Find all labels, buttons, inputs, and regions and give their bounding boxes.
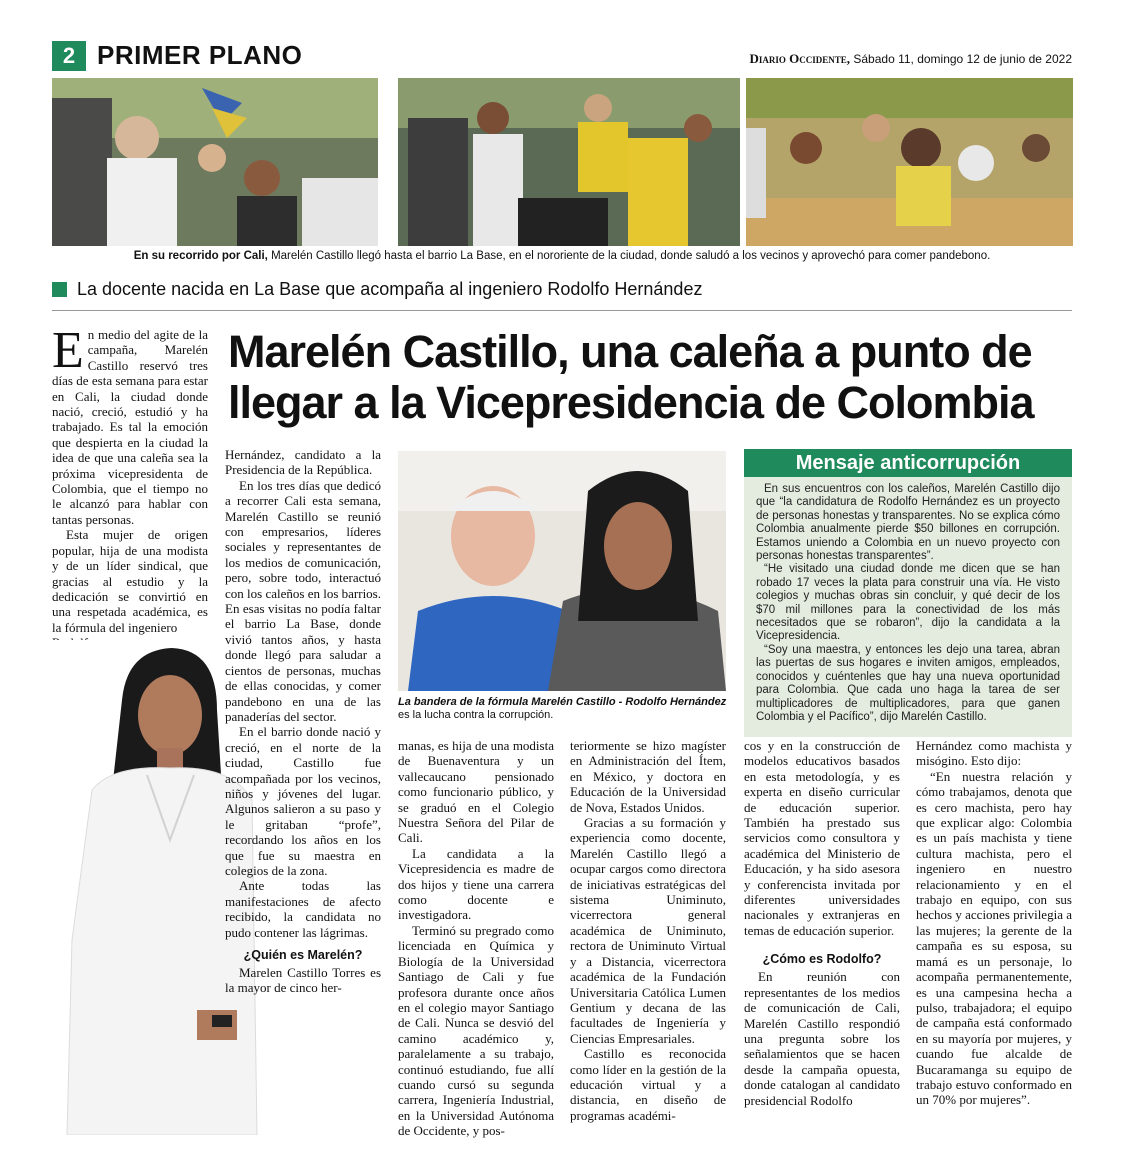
page-number: 2 <box>52 41 86 71</box>
caption-text: es la lucha contra la corrupción. <box>398 709 554 721</box>
kicker-text: La docente nacida en La Base que acompaña al ingeniero Rodolfo Hernández <box>77 279 703 299</box>
article-column-6 <box>916 738 1072 1108</box>
paragraph: En sus encuentros con los caleños, Marelén Castillo dijo que “la candidatura de Rodolfo Hernández es un proyecto de personas honestas y transparentes. No se explica cómo Colombia anualmente pierde $50 billones en corrupción. Estamos uniendo a Colombia en un nuevo proyecto con personas honestas transparentes”. <box>756 483 1060 563</box>
paragraph: Hernández como machista y misógino. Esto dijo: <box>916 738 1072 769</box>
caption-lead: En su recorrido por Cali, <box>133 250 268 262</box>
newspaper-brand: Diario Occidente, <box>749 51 851 66</box>
headline <box>228 326 1078 428</box>
masthead <box>750 51 1072 67</box>
paragraph: “He visitado una ciudad donde me dicen que se han robado 17 veces la plata para construir una vía. He visto colegios y muchas obras sin concluir, y qué decir de los $70 mil millones para la conectividad de los más necesitados que se robaron”, dijo la candidata a la Vicepresidencia. <box>756 563 1060 643</box>
paragraph: Esta mujer de origen popular, hija de una modista y de un líder sindical, que gracias al estudio y la dedicación se convirtió en una respetada académica, es la fórmula del ingeniero <box>52 527 208 635</box>
photo-crowd-2 <box>398 78 740 246</box>
paragraph: manas, es hija de una modista de Buenaventura y un vallecaucano pensionado como funcionario público, y se graduó en el Colegio Nuestra Señora del Pilar de Cali. <box>398 738 554 846</box>
paragraph: En reunión con representantes de los medios de comunicación de Cali, Marelén Castillo respondió una pregunta sobre los señalamientos que se hacen desde la campaña opuesta, donde catalogan al candidato presidencial Rodolfo <box>744 969 900 1108</box>
drop-cap: E <box>52 322 84 379</box>
paragraph: En medio del agite de la campaña, Marelén Castillo reservó tres días de esta semana para estar en Cali, la ciudad donde nació, creció, estudió y ha trabajado. Es tal la emoción que despierta en la ciudad la idea de que una caleña sea la próxima vicepresidenta de Colombia, que el tiempo no le alcanzó para hablar con tantas personas. <box>52 322 208 527</box>
article-column-3 <box>398 738 554 1139</box>
article-column-2 <box>225 447 381 996</box>
subhead-quien-es: ¿Quién es Marelén? <box>243 948 363 962</box>
kicker <box>52 279 702 300</box>
paragraph: En el barrio donde nació y creció, en el norte de la ciudad, Castillo fue acompañada por los vecinos, niños y jóvenes del lugar. Algunos salieron a su paso y le gritaban “profe”, recordando los años en los que fue su maestra en colegios de la zona. <box>225 724 381 878</box>
kicker-square-icon <box>52 282 67 297</box>
sidebar-box <box>744 477 1072 737</box>
article-column-4 <box>570 738 726 1123</box>
issue-date: Sábado 11, domingo 12 de junio de 2022 <box>850 52 1072 66</box>
caption-lead: La bandera de la fórmula Marelén Castillo - Rodolfo Hernández <box>398 696 727 708</box>
paragraph: Gracias a su formación y experiencia como docente, Marelén Castillo llegó a ocupar cargos como directora de iniciativas estratégicas del sistema Uniminuto, vicerrectora general académica de Uniminuto, rectora de Uniminuto Virtual y a Distancia, vicerrectora académica de la Fundación Universitaria Católica Lumen Gentium y decana de las facultades de Ingeniería y Ciencias Empresariales. <box>570 815 726 1046</box>
article-column-1 <box>52 322 208 651</box>
paragraph: teriormente se hizo magíster en Administración del Ítem, en México, y doctora en Educación de la Universidad de Nova, Estados Unidos. <box>570 738 726 815</box>
section-title: PRIMER PLANO <box>97 40 303 70</box>
top-photo-caption <box>52 250 1072 262</box>
paragraph: “Soy una maestra, y entonces les dejo una tarea, abran las puertas de sus hogares e inviten amigos, empleados, conocidos y cuéntenles que hay una nueva oportunidad para Colombia. Que cada uno haga la tarea de ser multiplicadores de multiplicadores, para que ganen Colombia y el Pacífico”, dijo Marelén Castillo. <box>756 643 1060 723</box>
paragraph: Castillo es reconocida como líder en la gestión de la educación virtual y a distancia, en diseño de programas académi- <box>570 1046 726 1123</box>
paragraph: Ante todas las manifestaciones de afecto recibido, la candidata no pudo contener las lágrimas. <box>225 878 381 940</box>
photo-formula <box>398 451 726 691</box>
paragraph: Hernández, candidato a la Presidencia de la República. <box>225 447 381 478</box>
caption-text: Marelén Castillo llegó hasta el barrio La Base, en el nororiente de la ciudad, donde saludó a los vecinos y aprovechó para comer pandebono. <box>267 250 991 262</box>
paragraph: “En nuestra relación y cómo trabajamos, denota que es cero machista, pero hay que explicar algo: Colombia es un país machista y tiene cultura machista, pero el ingeniero en nuestro relacionamiento y en el trabajo en equipo, con sus hechos y acciones privilegia a las mujeres; la gerente de la campaña es su esposa, su mamá es un personaje, lo acompaña permanentemente, es una campesina hecha a pulso, trabajadora; el equipo de campaña está conformado en su mayoría por mujeres, y cuando fue alcalde de Bucaramanga su equipo de trabajo estuvo conformado en un 70% por mujeres”. <box>916 768 1072 1108</box>
photo-crowd-1 <box>52 78 378 246</box>
headline-line-2: llegar a la Vicepresidencia de Colombia <box>228 377 1034 428</box>
paragraph: La candidata a la Vicepresidencia es madre de dos hijos y tiene una carrera como docente e investigadora. <box>398 845 554 923</box>
sidebar-box-title: Mensaje anticorrupción <box>744 449 1072 477</box>
center-photo-caption <box>398 696 728 722</box>
paragraph: Terminó su pregrado como licenciada en Química y Biología de la Universidad Santiago de Cali y fue profesora durante once años en el colegio mayor Santiago de Cali. Nunca se desvió del camino académico y, paralelamente a su trabajo, continuó estudiando, fue allí cuando cursó su segunda carrera, Ingeniería Industrial, en la Universidad Autónoma de Occidente, y pos- <box>398 922 554 1139</box>
paragraph: En los tres días que dedicó a recorrer Cali esta semana, Marelén Castillo se reunió con empresarios, líderes sociales y representantes de los medios de comunicación, pero, sobre todo, interactuó con los caleños en los barrios. En esas visitas no podía faltar el barrio La Base, donde vivió tantos años, y hasta donde llegó para saludar a cientos de personas, muchas de ellas conocidas, y comer pandebono en una de las panaderías del sector. <box>225 477 381 724</box>
divider <box>52 310 1072 311</box>
article-column-5 <box>744 738 900 1108</box>
paragraph: cos y en la construcción de modelos educativos basados en esta metodología, y es experta en diseño curricular de educación superior. También ha prestado sus servicios como consultora y académica del Ministerio de Educación, y ha sido asesora y conferencista invitada por diferentes universidades nacionales y extranjeras en temas de educación superior. <box>744 738 900 938</box>
paragraph: Marelen Castillo Torres es la mayor de cinco her- <box>225 965 381 996</box>
photo-bakery <box>746 78 1073 246</box>
headline-line-1: Marelén Castillo, una caleña a punto de <box>228 326 1032 377</box>
subhead-como-es: ¿Cómo es Rodolfo? <box>762 952 882 967</box>
